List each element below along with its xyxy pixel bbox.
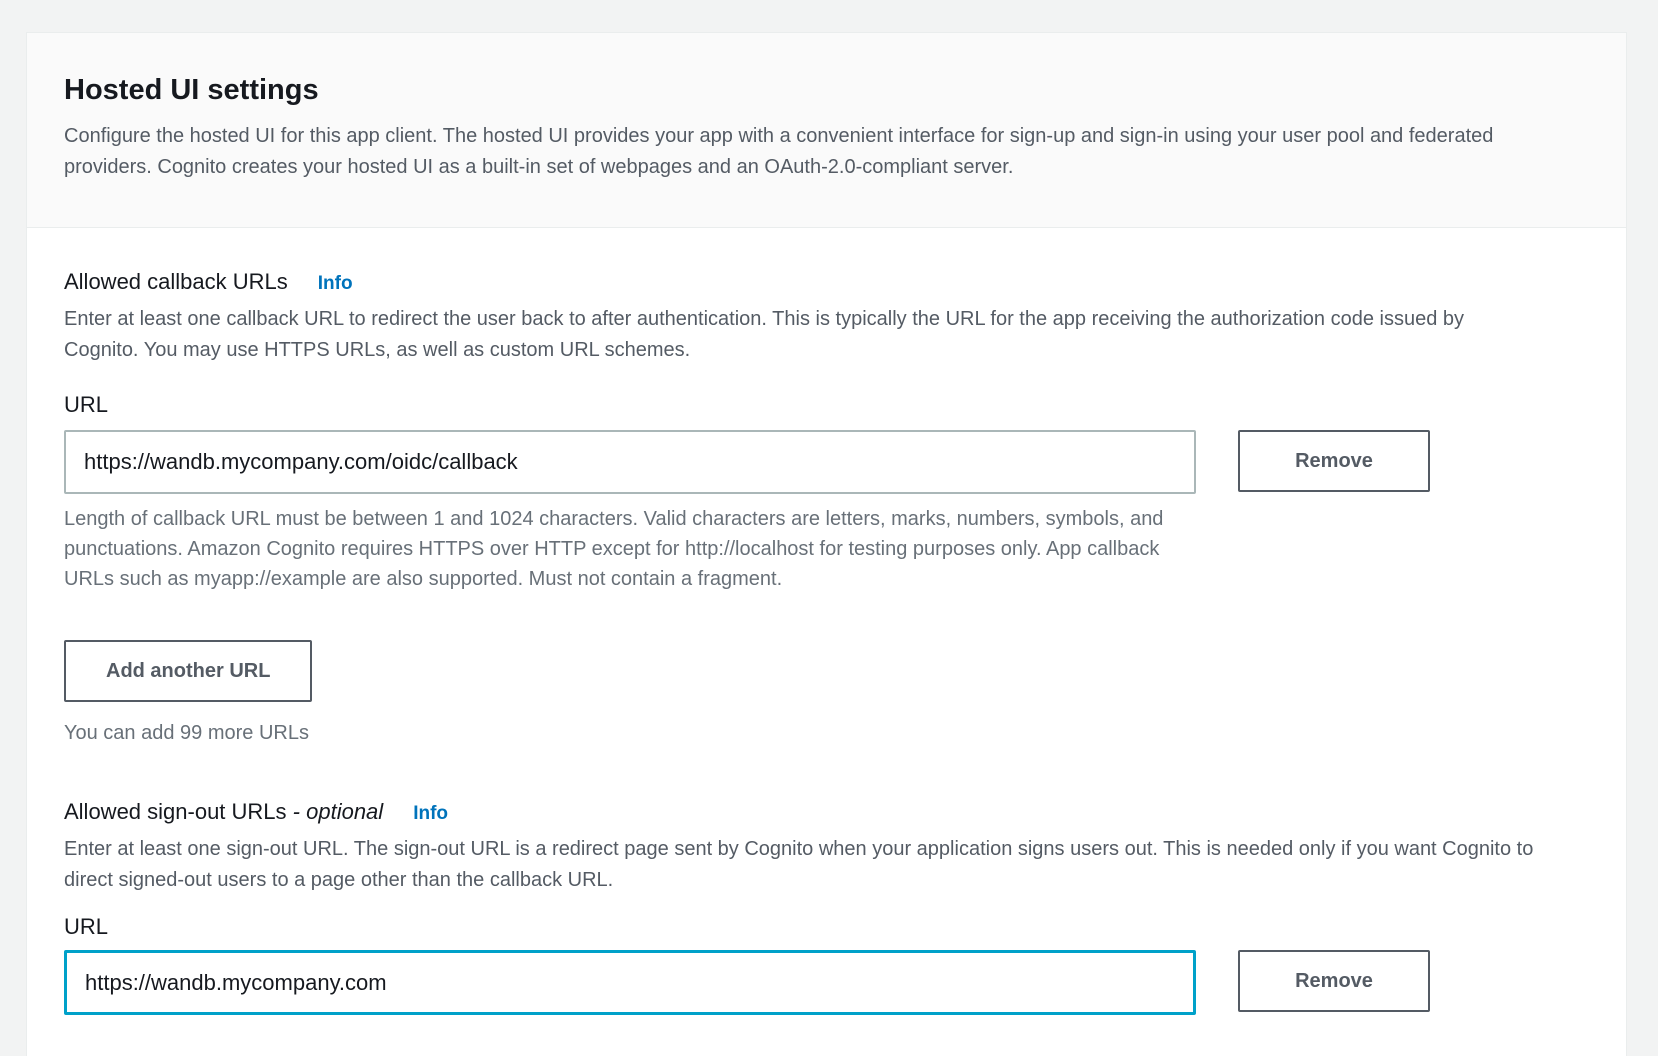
callback-label-row xyxy=(64,268,1588,296)
callback-constraint-text: Length of callback URL must be between 1 and 1024 characters. Valid characters are letters, marks, numbers, symbols, and punctuations. Amazon Cognito requires HTTPS over HTTP except for http://localhost for testing purposes only. App callback URLs such as myapp://example are also supported. Must not contain a fragment. xyxy=(64,508,1164,590)
signout-info-link[interactable]: Info xyxy=(413,803,449,824)
signout-url-row xyxy=(64,950,1588,1015)
signout-urls-label xyxy=(64,798,383,826)
signout-remove-button[interactable]: Remove xyxy=(1238,950,1430,1012)
callback-url-label: URL xyxy=(64,392,109,417)
panel-header xyxy=(27,33,1626,228)
callback-url-input[interactable] xyxy=(64,430,1196,494)
panel-body xyxy=(27,228,1626,1056)
signout-label-row xyxy=(64,798,1588,826)
callback-remove-button[interactable]: Remove xyxy=(1238,430,1430,492)
signout-description: Enter at least one sign-out URL. The sign-out URL is a redirect page sent by Cognito when your application signs users out. This is needed only if you want Cognito to direct signed-out users to a page other than the callback URL. xyxy=(64,838,1534,891)
callback-info-link[interactable]: Info xyxy=(317,273,353,294)
hosted-ui-settings-panel xyxy=(26,32,1627,1056)
add-url-wrap xyxy=(64,640,1588,702)
page-title: Hosted UI settings xyxy=(64,74,319,106)
signout-urls-label-text: Allowed sign-out URLs xyxy=(64,799,287,824)
callback-urls-section xyxy=(64,268,1588,746)
callback-description: Enter at least one callback URL to redirect the user back to after authentication. This is typically the URL for the app receiving the authorization code issued by Cognito. You may use HTTPS URLs, as well as custom URL schemes. xyxy=(64,308,1465,361)
signout-url-input[interactable] xyxy=(64,950,1196,1015)
remaining-urls-text: You can add 99 more URLs xyxy=(64,722,309,744)
signout-urls-section xyxy=(64,798,1588,1015)
panel-description: Configure the hosted UI for this app client. The hosted UI provides your app with a convenient interface for sign-up and sign-in using your user pool and federated providers. Cognito creates your hosted UI as a built-in set of webpages and an OAuth-2.0-compliant server. xyxy=(64,125,1494,178)
optional-suffix: - optional xyxy=(292,799,384,824)
signout-url-label: URL xyxy=(64,914,109,939)
add-another-url-button[interactable]: Add another URL xyxy=(64,640,312,702)
callback-urls-label: Allowed callback URLs xyxy=(64,269,288,294)
callback-url-row xyxy=(64,430,1588,494)
